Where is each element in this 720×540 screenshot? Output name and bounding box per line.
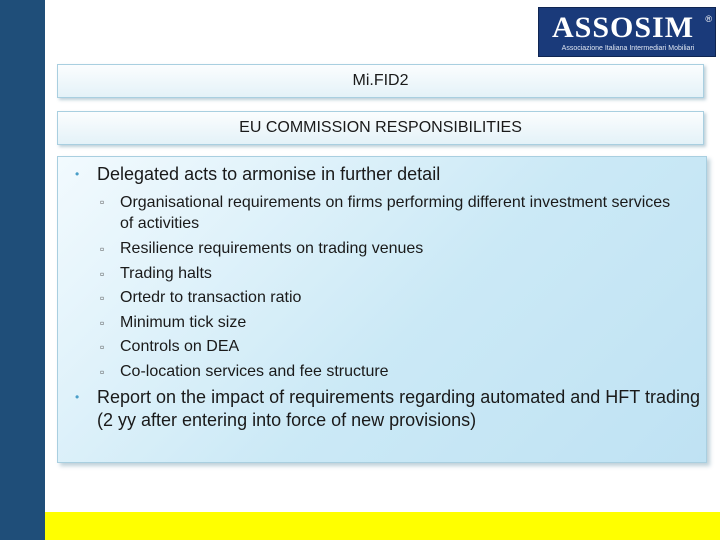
sub-bullet-square-icon: ▫: [100, 364, 105, 379]
sub-bullet-square-icon: ▫: [100, 291, 105, 305]
logo-tagline: Associazione Italiana Intermediari Mobiliari: [561, 45, 695, 52]
list-item: [58, 335, 706, 360]
list-item: [58, 237, 706, 262]
list-item: [58, 386, 706, 432]
list-item: [58, 360, 706, 385]
slide-title: Mi.FID2: [57, 64, 704, 98]
sub-bullet-text: Organisational requirements on firms performing different investment services of activities: [120, 194, 671, 232]
sub-bullet-text: Ortedr to transaction ratio: [120, 289, 302, 306]
list-item: [58, 192, 706, 237]
sub-bullet-text: Co-location services and fee structure: [120, 362, 389, 380]
sub-bullet-square-icon: ▫: [100, 266, 105, 281]
sub-bullet-square-icon: ▫: [100, 242, 105, 256]
sub-bullet-text: Resilience requirements on trading venues: [120, 240, 424, 257]
bottom-accent-bar: [45, 512, 720, 540]
sub-bullet-text: Controls on DEA: [120, 338, 240, 355]
list-item: [58, 286, 706, 311]
list-item: [58, 163, 706, 185]
bullet-text: Delegated acts to armonise in further detail: [97, 164, 441, 184]
bullet-dot-icon: •: [75, 167, 80, 181]
bullet-list: [58, 163, 706, 185]
logo-registered-mark: ®: [705, 14, 712, 24]
sub-bullet-square-icon: ▫: [100, 195, 105, 209]
list-item: [58, 262, 706, 287]
left-sidebar-bar: [0, 0, 45, 540]
sub-bullet-text: Minimum tick size: [120, 313, 247, 331]
assosim-logo: [538, 7, 716, 57]
sub-bullet-list: [58, 192, 706, 384]
slide-subtitle: EU COMMISSION RESPONSIBILITIES: [57, 111, 704, 145]
bullet-list: [58, 386, 706, 432]
content-panel: [57, 156, 707, 463]
list-item: [58, 311, 706, 336]
sub-bullet-text: Trading halts: [120, 264, 212, 282]
bullet-text: Report on the impact of requirements regarding automated and HFT trading (2 yy after entering into force of new provisions): [97, 387, 700, 430]
logo-wordmark: ASSOSIM: [551, 11, 695, 44]
sub-bullet-square-icon: ▫: [100, 340, 105, 354]
sub-bullet-square-icon: ▫: [100, 315, 105, 330]
bullet-dot-icon: •: [75, 390, 80, 404]
